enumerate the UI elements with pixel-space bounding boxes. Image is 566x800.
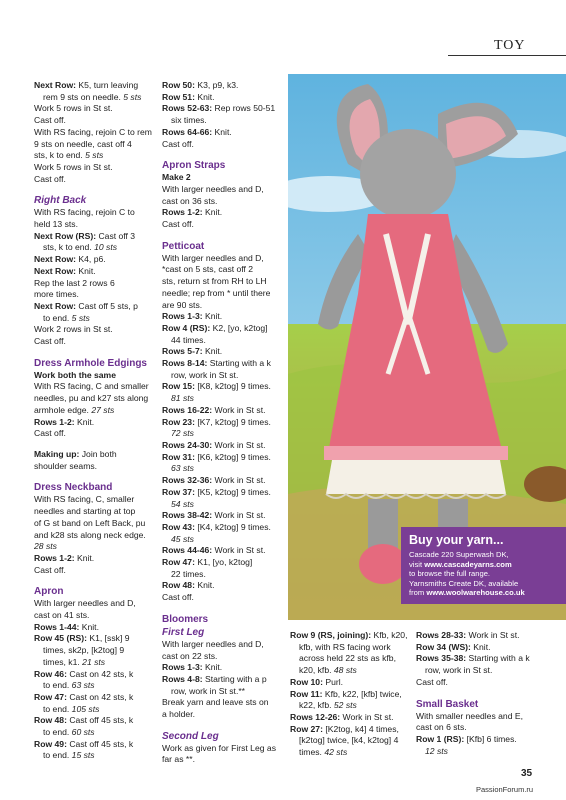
pattern-column-4: Rows 28-33: Work in St st. Row 34 (WS): Knit. Rows 35-38: Starting with a k row, work in St st. Cast off. Small Basket With smaller needles and E, cast on 6 sts. Row 1 (RS): [Kfb] 6 times. 12 sts — [416, 630, 536, 757]
heading-small-basket: Small Basket — [416, 698, 479, 710]
cascade-link[interactable]: www.cascadeyarns.com — [424, 559, 512, 569]
watermark: PassionForum.ru — [476, 785, 534, 794]
heading-apron: Apron — [34, 586, 64, 598]
header-rule — [448, 55, 566, 56]
heading-second-leg: Second Leg — [162, 730, 219, 742]
yarn-box-title: Buy your yarn... — [409, 533, 504, 547]
page-number: 35 — [521, 768, 533, 779]
buy-yarn-box — [401, 527, 566, 604]
heading-first-leg: First Leg — [162, 626, 205, 638]
heading-right-back: Right Back — [34, 195, 87, 207]
heading-apron-straps: Apron Straps — [162, 160, 226, 172]
pattern-column-3: Row 9 (RS, joining): Kfb, k20, kfb, with RS facing work across held 22 sts as kfb, k20, kfb. 48 sts Row 10: Purl. Row 11: Kfb, k22, [kfb] twice, k22, kfb. 52 sts Rows 12-26: Work in St st. Row 27: [K2tog, k4] 4 times, [k2tog] twice, [k4, k2tog] 4 times. 42 sts — [290, 630, 408, 758]
section-label: TOY — [494, 38, 526, 53]
pattern-column-2: Row 50: K3, p9, k3. Row 51: Knit. Rows 52-63: Rep rows 50-51 six times. Rows 64-66: Knit. Cast off. Apron Straps Make 2 With larger needles and D, cast on 36 sts. Rows 1-2: Knit. Cast off. Petticoat With larger needles and D, *cast on 5 sts, cast off 2 sts, return st from RH to LH needle; rep from * until there are 90 sts. Rows 1-3: Knit. Row 4 (RS): K2, [yo, k2tog] 44 times. Rows 5-7: Knit. Rows 8-14: Starting with a k row, work in St st. Row 15: [K8, k2tog] 9 times. 81 sts Rows 16-22: Work in St st. Row 23: [K7, k2tog] 9 times. 72 sts Rows 24-30: Work in St st. Row 31: [K6, k2tog] 9 times. 63 sts Rows 32-36: Work in St st. Row 37: [K5, k2tog] 9 times. 54 sts Rows 38-42: Work in St st. Row 43: [K4, k2tog] 9 times. 45 sts Rows 44-46: Work in St st. Row 47: K1, [yo, k2tog] 22 times. Row 48: Knit. Cast off. Bloomers First Leg With larger needles and D, cast on 22 sts. Rows 1-3: Knit. Rows 4-8: Starting with a p row, work in St st.** Break yarn and leave sts on a holder. Second Leg Work as given for First Leg as far as **. — [162, 80, 282, 766]
woolwarehouse-link[interactable]: www.woolwarehouse.co.uk — [426, 588, 525, 598]
heading-dress-neckband: Dress Neckband — [34, 482, 113, 494]
yarn-box-text: Cascade 220 Superwash DK, visit www.cascadeyarns.com to browse the full range. Yarnsmiths Create DK, available from www.woolwarehouse.co.uk — [409, 550, 525, 598]
heading-petticoat: Petticoat — [162, 240, 205, 252]
heading-dress-armhole-edgings: Dress Armhole Edgings — [34, 357, 147, 369]
pattern-column-1: Next Row: K5, turn leaving rem 9 sts on needle. 5 sts Work 5 rows in St st. Cast off. With RS facing, rejoin C to rem 9 sts on needle, cast off 4 sts, k to end. 5 sts Work 5 rows in St st. Cast off. Right Back With RS facing, rejoin C to held 13 sts. Next Row (RS): Cast off 3 sts, k to end. 10 sts Next Row: K4, p6. Next Row: Knit. Rep the last 2 rows 6 more times. Next Row: Cast off 5 sts, p to end. 5 sts Work 2 rows in St st. Cast off. Dress Armhole Edgings Work both the same With RS facing, C and smaller needles, pu and k27 sts along armhole edge. 27 sts Rows 1-2: Knit. Cast off. Making up: Join both shoulder seams. Dress Neckband With RS facing, C, smaller needles and starting at top of G st band on Left Back, pu and k28 sts along neck edge. 28 sts Rows 1-2: Knit. Cast off. Apron With larger needles and D, cast on 41 sts. Rows 1-44: Knit. Row 45 (RS): K1, [ssk] 9 times, sk2p, [k2tog] 9 times, k1. 21 sts Row 46: Cast on 42 sts, k to end. 63 sts Row 47: Cast on 42 sts, k to end. 105 sts Row 48: Cast off 45 sts, k to end. 60 sts Row 49: Cast off 45 sts, k to end. 15 sts — [34, 80, 156, 762]
heading-bloomers: Bloomers — [162, 613, 209, 625]
